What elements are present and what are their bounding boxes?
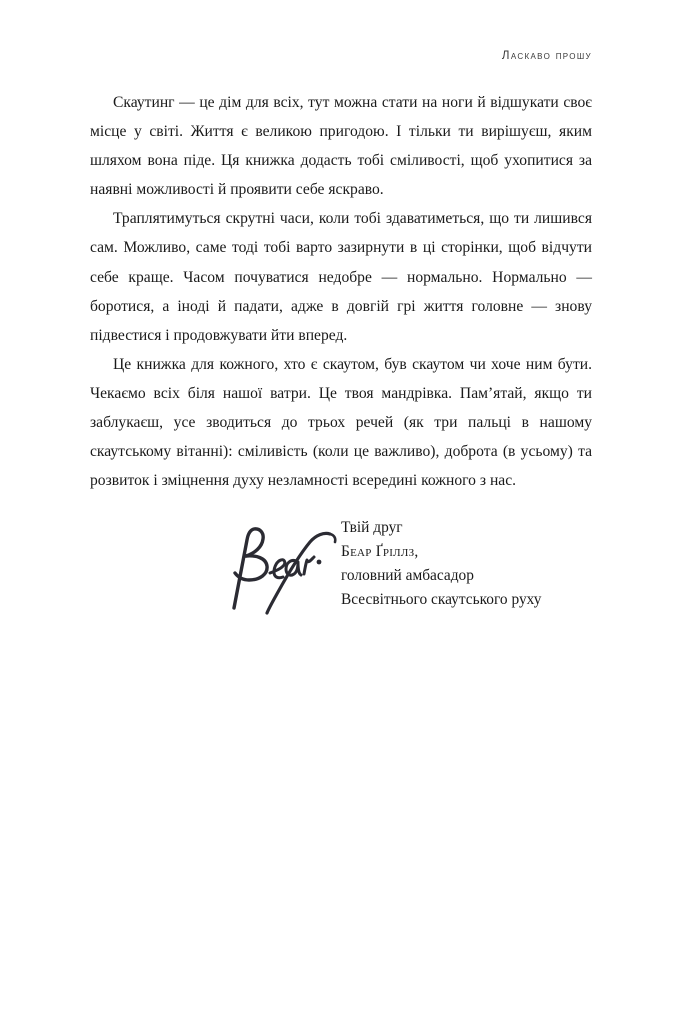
handwritten-signature-icon: [218, 516, 350, 616]
signature-block: [90, 508, 592, 618]
body-paragraph: Це книжка для кожного, хто є скаутом, був скаутом чи хоче ним бути. Чекаємо всіх біля нашої ватри. Це твоя мандрівка. Пам’ятай, якщо ти заблукаєш, усе зводиться до трьох речей (як три пальці в нашому скаутському вітанні): сміливість (коли це важливо), доброта (в усьому) та розвиток і зміцнення духу незламності всередині кожного з нас.: [90, 355, 592, 490]
signature-line-organisation: Всесвітнього скаутського руху: [341, 591, 542, 609]
body-text-column: [90, 88, 592, 495]
signature-line-name: Беар Ґріллз,: [341, 543, 419, 561]
signature-line-greeting: Твій друг: [341, 519, 403, 536]
signature-text-lines: [341, 516, 592, 612]
body-paragraph: Скаутинг — це дім для всіх, тут можна стати на ноги й відшукати своє місце у світі. Життя є великою пригодою. І тільки ти вирішуєш, яким шляхом вона піде. Ця книжка додасть тобі сміливості, щоб ухопитися за наявні можливості й проявити себе яскраво.: [90, 94, 592, 199]
signature-line-role: головний амбасадор: [341, 567, 474, 585]
body-paragraph: Траплятимуться скрутні часи, коли тобі здаватиметься, що ти лишився сам. Можливо, саме тоді тобі варто зазирнути в ці сторінки, щоб відчути себе краще. Часом почуватися недобре — нормально. Нормально — боротися, а іноді й падати, адже в довгій грі життя головне — знову підвестися і продовжувати йти вперед.: [90, 210, 592, 344]
running-header: Ласкаво прошу: [501, 50, 592, 62]
